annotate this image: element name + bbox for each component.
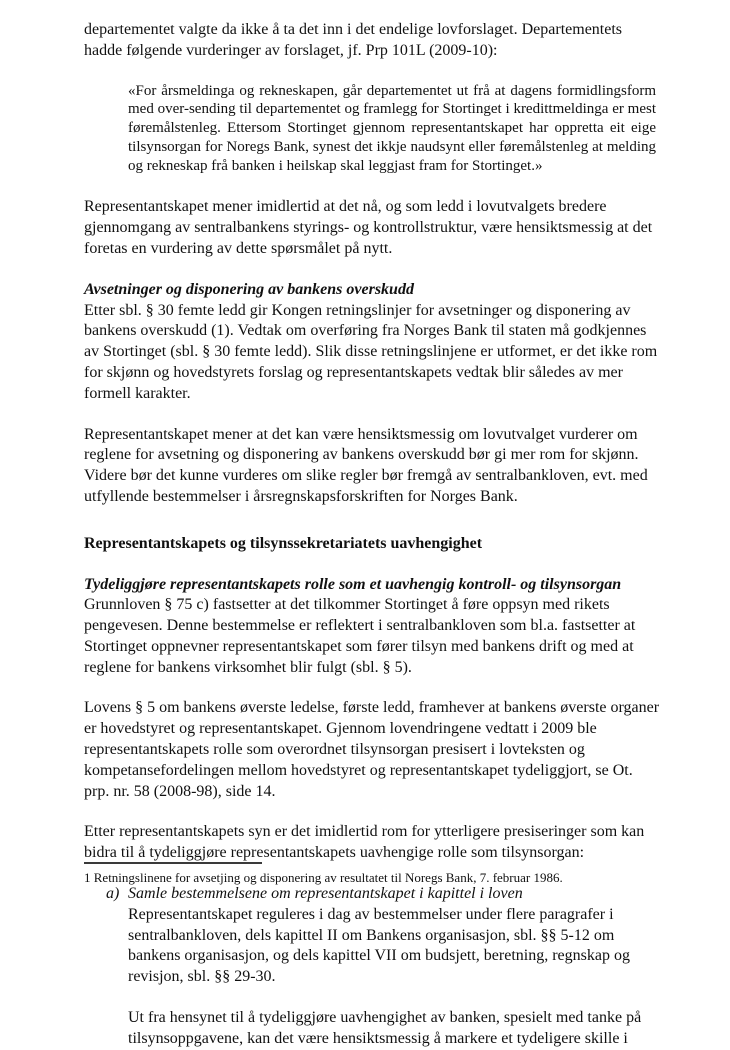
section1-paragraph-2: Representantskapet mener at det kan være hensiktsmessig om lovutvalget vurderer om reglene for avsetning og disponering av bankens overskudd bør gi mer rom for skjønn. Videre bør det kunne vurderes om slike regler bør fremgå av sentralbankloven, evt. med utfyllende bestemmelser i årsregnskapsforskriften for Norges Bank. [84,425,648,505]
intro-paragraph: departementet valgte da ikke å ta det inn i det endelige lovforslaget. Departementets hadde følgende vurderinger av forslaget, jf. Prp 101L (2009-10): [84,21,623,59]
subsection-heading-tydeliggjore: Tydeliggjøre representantskapets rolle som et uavhengig kontroll- og tilsynsorgan [84,575,622,593]
section-heading-avsetninger: Avsetninger og disponering av bankens overskudd [84,280,414,298]
footnote-divider [84,862,262,864]
section2-paragraph-1: Grunnloven § 75 c) fastsetter at det tilkommer Stortinget å føre oppsyn med rikets pengevesen. Denne bestemmelse er reflektert i sentralbankloven som bl.a. fastsetter at Stortinget oppnevner representantskapet som fører tilsyn med bankens drift og med at reglene for bankens virksomhet blir fulgt (sbl. § 5). [84,596,636,676]
quotation-block: «For årsmeldinga og rekneskapen, går departementet ut frå at dagens formidlingsform med over-sending til departementet og framlegg for Stortinget i kredittmeldinga er mest føremålstenleg. Ettersom Stortinget gjennom representantskapet har oppretta eit eige tilsynsorgan for Noregs Bank, synest det ikkje naudsynt eller føremålstenleg at melding og rekneskap frå banken i heilskap skal leggjast fram for Stortinget.» [128,82,656,174]
list-item-a-marker: a) [106,885,120,903]
section2-paragraph-3: Etter representantskapets syn er det imidlertid rom for ytterligere presiseringer som kan bidra til å tydeliggjøre representantskapets uavhengige rolle som tilsynsorgan: [84,823,645,862]
list-item-a [84,884,662,988]
list-item-a-content [128,884,662,988]
list-item-a-title: Samle bestemmelsene om representantskapet i kapittel i loven [128,885,523,903]
footnote-block [84,862,662,886]
section2-paragraph-2: Lovens § 5 om bankens øverste ledelse, første ledd, framhever at bankens øverste organer er hovedstyret og representantskapet. Gjennom lovendringene vedtatt i 2009 ble representantskapets rolle som overordnet tilsynsorgan presisert i lovteksten og kompetansefordelingen mellom hovedstyret og representantskapet tydeliggjort, se Ot. prp. nr. 58 (2008-98), side 14. [84,699,660,800]
footnote-text: 1 Retningslinene for avsetjing og disponering av resultatet til Noregs Bank, 7. februar 1986. [84,869,563,885]
section-heading-uavhengighet: Representantskapets og tilsynssekretariatets uavhengighet [84,534,483,552]
section1-paragraph-1: Etter sbl. § 30 femte ledd gir Kongen retningslinjer for avsetninger og disponering av bankens overskudd (1). Vedtak om overføring fra Norges Bank til staten må godkjennes av Stortinget (sbl. § 30 femte ledd). Slik disse retningslinjene er utformet, er det ikke rom for skjønn og hovedstyrets forslag og representantskapets vedtak blir således av mer formell karakter. [84,301,658,402]
list-item-a-body: Representantskapet reguleres i dag av bestemmelser under flere paragrafer i sentralbankloven, dels kapittel II om Bankens organisasjon, sbl. §§ 5-12 om bankens organisasjon, og dels kapittel VII om budsjett, beretning, regnskap og revisjon, sbl. §§ 29-30. [128,905,630,986]
paragraph-after-quote: Representantskapet mener imidlertid at det nå, og som ledd i lovutvalgets bredere gjennomgang av sentralbankens styrings- og kontrollstruktur, være hensiktsmessig at det foretas en vurdering av dette spørsmålet på nytt. [84,198,653,257]
list-item-a-continuation: Ut fra hensynet til å tydeliggjøre uavhengighet av banken, spesielt med tanke på tilsynsoppgavene, kan det være hensiktsmessig å markere et tydeligere skille i [128,1009,642,1047]
